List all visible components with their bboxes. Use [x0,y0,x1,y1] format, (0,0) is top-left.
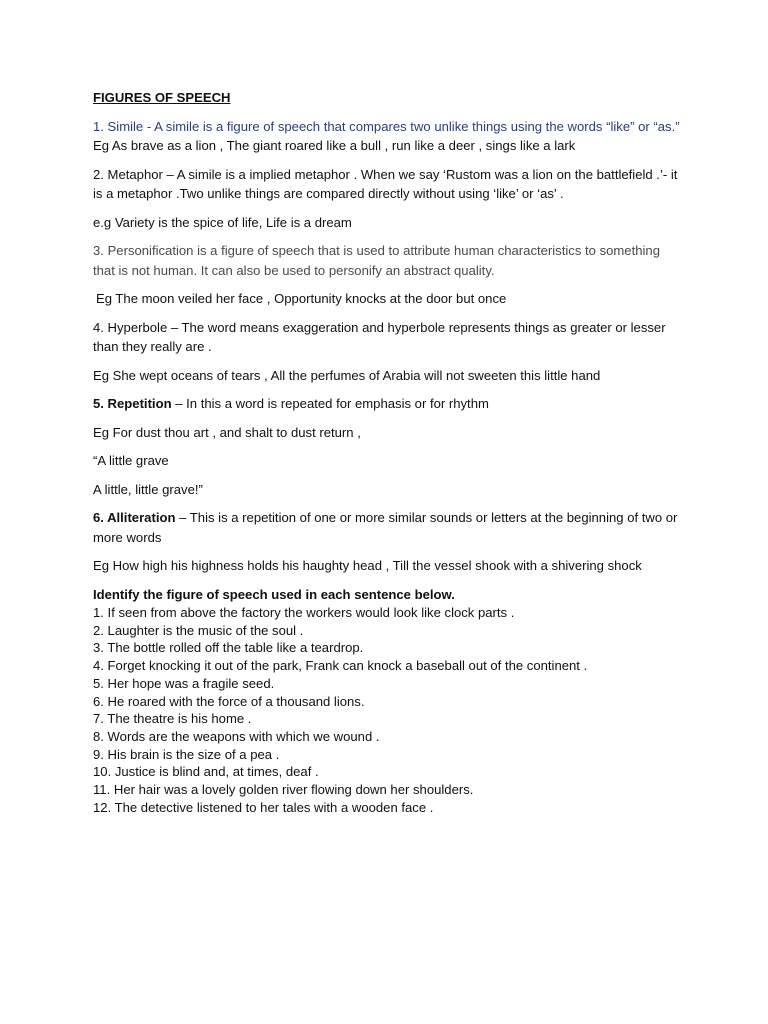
hyperbole-example: Eg She wept oceans of tears , All the perfumes of Arabia will not sweeten this little hand [93,367,601,383]
exercise-item: 6. He roared with the force of a thousand lions. [93,693,365,709]
exercise-item: 10. Justice is blind and, at times, deaf . [93,764,319,780]
alliteration-label: 6. Alliteration [93,510,176,525]
repetition-example-3: A little, little grave!” [93,481,203,497]
exercise-item: 8. Words are the weapons with which we wound . [93,728,380,744]
metaphor-example: e.g Variety is the spice of life, Life is a dream [93,214,352,230]
repetition-example-2: “A little grave [93,453,169,468]
personification-number: 3. [93,243,108,258]
alliteration-definition: – This is a repetition of one or more similar sounds or letters at the beginning of two or more words [93,510,678,545]
repetition-definition: – In this a word is repeated for emphasis or for rhythm [171,396,489,411]
exercise-item: 7. The theatre is his home . [93,711,252,727]
personification-paragraph [93,241,683,280]
exercise-heading: Identify the figure of speech used in each sentence below. [93,586,455,602]
simile-definition: a figure of speech that compares two unlike things using the words “like” or “as.” [215,118,680,134]
alliteration-paragraph [93,508,683,547]
hyperbole-paragraph: 4. Hyperbole – The word means exaggeration and hyperbole represents things as greater or lesser than they really are . [93,319,666,354]
page-title: FIGURES OF SPEECH [93,90,231,105]
exercise-item: 12. The detective listened to her tales with a wooden face . [93,799,434,815]
exercise-list [93,604,683,816]
personification-definition: Personification is a figure of speech that is used to attribute human characteristics to something that is not human. It can also be used to personify an abstract quality. [93,243,660,278]
exercise-item: 5. Her hope was a fragile seed. [93,675,275,691]
repetition-example-1: Eg For dust thou art , and shalt to dust return , [93,424,361,440]
simile-prefix: 1. Simile - A simile is [93,118,216,134]
exercise-item: 9. His brain is the size of a pea . [93,746,280,762]
simile-paragraph [93,117,683,156]
exercise-item: 1. If seen from above the factory the workers would look like clock parts . [93,605,515,620]
personification-example: Eg The moon veiled her face , Opportunity knocks at the door but once [96,291,507,306]
exercise-item: 2. Laughter is the music of the soul . [93,622,304,638]
repetition-label: 5. Repetition [93,396,172,411]
exercise-item: 3. The bottle rolled off the table like a teardrop. [93,640,364,656]
alliteration-example: Eg How high his highness holds his haughty head , Till the vessel shook with a shivering shock [93,558,642,573]
exercise-item: 11. Her hair was a lovely golden river flowing down her shoulders. [93,782,474,798]
exercise-item: 4. Forget knocking it out of the park, Frank can knock a baseball out of the continent . [93,658,588,674]
document-content [93,88,683,816]
metaphor-paragraph: 2. Metaphor – A simile is a implied metaphor . When we say ‘Rustom was a lion on the battlefield .’- it is a metaphor .Two unlike things are compared directly without using ‘like’ or ‘as’ . [93,166,678,201]
simile-example: Eg As brave as a lion , The giant roared like a bull , run like a deer , sings like a lark [93,138,576,153]
repetition-paragraph [93,394,683,414]
